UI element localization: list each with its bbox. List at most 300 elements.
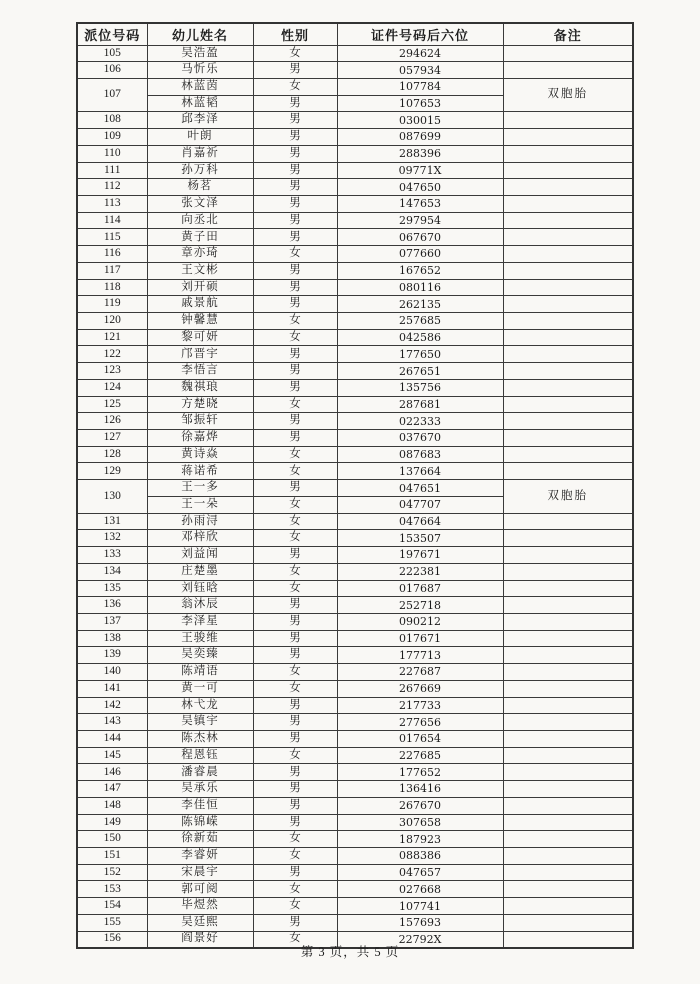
page-footer: 第 3 页，共 5 页: [300, 945, 400, 959]
cell-child-name: 王骏维: [147, 630, 253, 647]
cell-allocation-number: 119: [77, 296, 147, 313]
cell-child-name: 翁沐辰: [147, 597, 253, 614]
table-row: [77, 379, 633, 396]
cell-child-name: 钟馨慧: [147, 313, 253, 330]
cell-id-digits: 277656: [337, 714, 503, 731]
cell-gender: 女: [253, 246, 337, 263]
cell-allocation-number: 124: [77, 379, 147, 396]
cell-note: [503, 764, 633, 781]
cell-child-name: 黄诗焱: [147, 446, 253, 463]
cell-gender: 女: [253, 931, 337, 948]
cell-gender: 女: [253, 747, 337, 764]
cell-gender: 男: [253, 379, 337, 396]
cell-child-name: 戚景航: [147, 296, 253, 313]
cell-allocation-number: 117: [77, 262, 147, 279]
cell-child-name: 李睿妍: [147, 848, 253, 865]
cell-note: [503, 212, 633, 229]
cell-gender: 男: [253, 296, 337, 313]
cell-note: [503, 430, 633, 447]
table-row: [77, 630, 633, 647]
cell-allocation-number: 137: [77, 613, 147, 630]
table-row: [77, 831, 633, 848]
cell-note: [503, 229, 633, 246]
cell-child-name: 吴廷熙: [147, 914, 253, 931]
table-row: [77, 814, 633, 831]
cell-allocation-number: 111: [77, 162, 147, 179]
cell-allocation-number: 140: [77, 664, 147, 681]
cell-id-digits: 262135: [337, 296, 503, 313]
cell-allocation-number: 142: [77, 697, 147, 714]
cell-note: [503, 881, 633, 898]
cell-id-digits: 288396: [337, 145, 503, 162]
cell-gender: 女: [253, 446, 337, 463]
cell-allocation-number: 107: [77, 78, 147, 111]
cell-allocation-number: 152: [77, 864, 147, 881]
cell-id-digits: 217733: [337, 697, 503, 714]
cell-gender: 男: [253, 95, 337, 112]
cell-id-digits: 294624: [337, 45, 503, 62]
cell-child-name: 刘开硕: [147, 279, 253, 296]
cell-child-name: 郭可阅: [147, 881, 253, 898]
column-header-number: 派位号码: [77, 23, 147, 45]
cell-note: [503, 781, 633, 798]
cell-note: [503, 714, 633, 731]
cell-gender: 男: [253, 229, 337, 246]
table-header: [77, 23, 633, 45]
cell-child-name: 邓梓欣: [147, 530, 253, 547]
table-row: [77, 296, 633, 313]
cell-id-digits: 022333: [337, 413, 503, 430]
table-row: [77, 45, 633, 62]
cell-allocation-number: 149: [77, 814, 147, 831]
cell-id-digits: 017687: [337, 580, 503, 597]
cell-id-digits: 017654: [337, 730, 503, 747]
cell-allocation-number: 145: [77, 747, 147, 764]
cell-allocation-number: 129: [77, 463, 147, 480]
cell-id-digits: 147653: [337, 195, 503, 212]
cell-gender: 男: [253, 714, 337, 731]
cell-id-digits: 047650: [337, 179, 503, 196]
cell-note: [503, 580, 633, 597]
cell-id-digits: 09771X: [337, 162, 503, 179]
cell-id-digits: 107741: [337, 898, 503, 915]
cell-child-name: 徐新茹: [147, 831, 253, 848]
cell-note: [503, 563, 633, 580]
cell-gender: 女: [253, 463, 337, 480]
cell-id-digits: 167652: [337, 262, 503, 279]
table-row: [77, 797, 633, 814]
cell-allocation-number: 130: [77, 480, 147, 513]
cell-note: [503, 279, 633, 296]
cell-note: [503, 613, 633, 630]
cell-id-digits: 047664: [337, 513, 503, 530]
column-header-id: 证件号码后六位: [337, 23, 503, 45]
cell-child-name: 邱李泽: [147, 112, 253, 129]
cell-gender: 男: [253, 764, 337, 781]
table-row: [77, 346, 633, 363]
cell-gender: 男: [253, 613, 337, 630]
cell-allocation-number: 154: [77, 898, 147, 915]
cell-gender: 男: [253, 597, 337, 614]
cell-child-name: 邝晋宇: [147, 346, 253, 363]
table-row: [77, 446, 633, 463]
cell-id-digits: 157693: [337, 914, 503, 931]
cell-note: [503, 62, 633, 79]
cell-note: [503, 730, 633, 747]
cell-child-name: 毕煜然: [147, 898, 253, 915]
cell-gender: 女: [253, 45, 337, 62]
cell-child-name: 孙雨浔: [147, 513, 253, 530]
cell-note: 双胞胎: [503, 480, 633, 513]
cell-child-name: 刘钰晗: [147, 580, 253, 597]
cell-note: [503, 446, 633, 463]
cell-gender: 女: [253, 329, 337, 346]
cell-id-digits: 22792X: [337, 931, 503, 948]
cell-child-name: 马忻乐: [147, 62, 253, 79]
cell-id-digits: 027668: [337, 881, 503, 898]
cell-id-digits: 267670: [337, 797, 503, 814]
cell-allocation-number: 108: [77, 112, 147, 129]
cell-allocation-number: 146: [77, 764, 147, 781]
cell-gender: 男: [253, 864, 337, 881]
table-row: [77, 781, 633, 798]
table-row: [77, 145, 633, 162]
cell-id-digits: 077660: [337, 246, 503, 263]
table-row: [77, 697, 633, 714]
cell-child-name: 孙万科: [147, 162, 253, 179]
cell-gender: 男: [253, 195, 337, 212]
cell-allocation-number: 148: [77, 797, 147, 814]
cell-note: [503, 129, 633, 146]
cell-gender: 女: [253, 513, 337, 530]
cell-gender: 男: [253, 262, 337, 279]
cell-id-digits: 137664: [337, 463, 503, 480]
table-row: [77, 547, 633, 564]
cell-note: [503, 379, 633, 396]
cell-gender: 女: [253, 313, 337, 330]
cell-child-name: 陈杰林: [147, 730, 253, 747]
cell-gender: 男: [253, 279, 337, 296]
cell-gender: 男: [253, 647, 337, 664]
cell-child-name: 吴镇宇: [147, 714, 253, 731]
cell-id-digits: 088386: [337, 848, 503, 865]
cell-id-digits: 297954: [337, 212, 503, 229]
table-row: [77, 580, 633, 597]
cell-id-digits: 136416: [337, 781, 503, 798]
cell-child-name: 黄子田: [147, 229, 253, 246]
cell-id-digits: 267651: [337, 363, 503, 380]
cell-note: [503, 597, 633, 614]
cell-gender: 女: [253, 664, 337, 681]
cell-note: [503, 296, 633, 313]
table-body: [77, 45, 633, 948]
cell-child-name: 李泽星: [147, 613, 253, 630]
cell-child-name: 吴承乐: [147, 781, 253, 798]
cell-allocation-number: 155: [77, 914, 147, 931]
cell-child-name: 陈靖语: [147, 664, 253, 681]
cell-id-digits: 037670: [337, 430, 503, 447]
table-row: [77, 680, 633, 697]
table-row: [77, 597, 633, 614]
cell-note: [503, 630, 633, 647]
cell-gender: 女: [253, 881, 337, 898]
cell-note: [503, 864, 633, 881]
cell-id-digits: 047657: [337, 864, 503, 881]
table-row: [77, 513, 633, 530]
cell-note: [503, 195, 633, 212]
table-row: [77, 78, 633, 95]
cell-child-name: 林蓝茵: [147, 78, 253, 95]
cell-id-digits: 107784: [337, 78, 503, 95]
table-row: [77, 530, 633, 547]
table-row: [77, 129, 633, 146]
cell-allocation-number: 131: [77, 513, 147, 530]
cell-id-digits: 177713: [337, 647, 503, 664]
cell-id-digits: 107653: [337, 95, 503, 112]
cell-gender: 女: [253, 78, 337, 95]
cell-allocation-number: 113: [77, 195, 147, 212]
cell-id-digits: 153507: [337, 530, 503, 547]
cell-id-digits: 047651: [337, 480, 503, 497]
cell-note: [503, 647, 633, 664]
cell-gender: 男: [253, 630, 337, 647]
cell-allocation-number: 136: [77, 597, 147, 614]
cell-id-digits: 177652: [337, 764, 503, 781]
cell-allocation-number: 134: [77, 563, 147, 580]
cell-id-digits: 047707: [337, 496, 503, 513]
cell-allocation-number: 132: [77, 530, 147, 547]
cell-id-digits: 252718: [337, 597, 503, 614]
cell-allocation-number: 115: [77, 229, 147, 246]
cell-id-digits: 135756: [337, 379, 503, 396]
cell-child-name: 潘睿晨: [147, 764, 253, 781]
cell-note: [503, 179, 633, 196]
cell-child-name: 李佳恒: [147, 797, 253, 814]
column-header-gender: 性别: [253, 23, 337, 45]
table-row: [77, 195, 633, 212]
cell-gender: 男: [253, 914, 337, 931]
cell-note: [503, 697, 633, 714]
cell-note: [503, 262, 633, 279]
table-row: [77, 246, 633, 263]
table-row: [77, 396, 633, 413]
table-row: [77, 430, 633, 447]
cell-child-name: 方楚晓: [147, 396, 253, 413]
cell-gender: 女: [253, 530, 337, 547]
cell-gender: 男: [253, 797, 337, 814]
table-row: [77, 279, 633, 296]
cell-child-name: 邹振轩: [147, 413, 253, 430]
cell-gender: 女: [253, 580, 337, 597]
cell-child-name: 叶朗: [147, 129, 253, 146]
cell-gender: 男: [253, 814, 337, 831]
cell-id-digits: 257685: [337, 313, 503, 330]
table-row: [77, 647, 633, 664]
cell-note: [503, 45, 633, 62]
cell-note: 双胞胎: [503, 78, 633, 111]
cell-allocation-number: 116: [77, 246, 147, 263]
cell-allocation-number: 121: [77, 329, 147, 346]
table-row: [77, 363, 633, 380]
cell-allocation-number: 147: [77, 781, 147, 798]
cell-gender: 女: [253, 831, 337, 848]
cell-allocation-number: 105: [77, 45, 147, 62]
table-row: [77, 112, 633, 129]
table-row: [77, 413, 633, 430]
cell-allocation-number: 153: [77, 881, 147, 898]
cell-child-name: 蒋诺希: [147, 463, 253, 480]
cell-allocation-number: 112: [77, 179, 147, 196]
cell-note: [503, 814, 633, 831]
table-header-row: [77, 23, 633, 45]
cell-gender: 女: [253, 496, 337, 513]
cell-gender: 男: [253, 547, 337, 564]
cell-allocation-number: 106: [77, 62, 147, 79]
cell-note: [503, 848, 633, 865]
table-row: [77, 329, 633, 346]
column-header-note: 备注: [503, 23, 633, 45]
cell-id-digits: 067670: [337, 229, 503, 246]
cell-allocation-number: 110: [77, 145, 147, 162]
cell-gender: 男: [253, 480, 337, 497]
cell-allocation-number: 151: [77, 848, 147, 865]
cell-child-name: 徐嘉烨: [147, 430, 253, 447]
cell-child-name: 章亦琦: [147, 246, 253, 263]
table-row: [77, 664, 633, 681]
cell-child-name: 张文泽: [147, 195, 253, 212]
cell-gender: 男: [253, 212, 337, 229]
cell-note: [503, 145, 633, 162]
cell-allocation-number: 135: [77, 580, 147, 597]
cell-id-digits: 030015: [337, 112, 503, 129]
cell-note: [503, 363, 633, 380]
cell-note: [503, 747, 633, 764]
cell-child-name: 黄一可: [147, 680, 253, 697]
table-row: [77, 864, 633, 881]
cell-gender: 男: [253, 62, 337, 79]
cell-gender: 男: [253, 145, 337, 162]
cell-gender: 女: [253, 680, 337, 697]
cell-allocation-number: 126: [77, 413, 147, 430]
cell-gender: 男: [253, 697, 337, 714]
cell-note: [503, 396, 633, 413]
cell-allocation-number: 141: [77, 680, 147, 697]
cell-note: [503, 162, 633, 179]
cell-gender: 男: [253, 162, 337, 179]
cell-allocation-number: 127: [77, 430, 147, 447]
cell-note: [503, 530, 633, 547]
cell-id-digits: 287681: [337, 396, 503, 413]
cell-gender: 女: [253, 898, 337, 915]
cell-child-name: 林蓝韬: [147, 95, 253, 112]
cell-child-name: 王文彬: [147, 262, 253, 279]
cell-id-digits: 017671: [337, 630, 503, 647]
cell-note: [503, 797, 633, 814]
cell-child-name: 吴浩盈: [147, 45, 253, 62]
cell-allocation-number: 150: [77, 831, 147, 848]
cell-child-name: 陈锦嵘: [147, 814, 253, 831]
cell-allocation-number: 120: [77, 313, 147, 330]
cell-child-name: 黎可妍: [147, 329, 253, 346]
cell-gender: 男: [253, 430, 337, 447]
cell-id-digits: 042586: [337, 329, 503, 346]
table-row: [77, 848, 633, 865]
table-row: [77, 62, 633, 79]
cell-child-name: 吴奕臻: [147, 647, 253, 664]
cell-note: [503, 680, 633, 697]
table-row: [77, 480, 633, 497]
table-row: [77, 229, 633, 246]
cell-gender: 男: [253, 413, 337, 430]
table-row: [77, 898, 633, 915]
cell-child-name: 杨茗: [147, 179, 253, 196]
cell-allocation-number: 123: [77, 363, 147, 380]
table-row: [77, 730, 633, 747]
cell-note: [503, 513, 633, 530]
cell-id-digits: 187923: [337, 831, 503, 848]
table-row: [77, 714, 633, 731]
cell-id-digits: 227685: [337, 747, 503, 764]
admission-roster-table: [76, 22, 634, 949]
cell-note: [503, 346, 633, 363]
cell-gender: 男: [253, 346, 337, 363]
table-row: [77, 463, 633, 480]
cell-note: [503, 914, 633, 931]
cell-gender: 女: [253, 563, 337, 580]
cell-note: [503, 664, 633, 681]
cell-note: [503, 413, 633, 430]
cell-id-digits: 087699: [337, 129, 503, 146]
cell-allocation-number: 114: [77, 212, 147, 229]
cell-allocation-number: 143: [77, 714, 147, 731]
cell-gender: 男: [253, 112, 337, 129]
cell-id-digits: 057934: [337, 62, 503, 79]
column-header-name: 幼儿姓名: [147, 23, 253, 45]
cell-child-name: 王一多: [147, 480, 253, 497]
cell-gender: 男: [253, 363, 337, 380]
cell-child-name: 肖嘉祈: [147, 145, 253, 162]
cell-gender: 男: [253, 730, 337, 747]
table-row: [77, 313, 633, 330]
cell-id-digits: 222381: [337, 563, 503, 580]
cell-id-digits: 267669: [337, 680, 503, 697]
cell-note: [503, 313, 633, 330]
cell-allocation-number: 156: [77, 931, 147, 948]
cell-child-name: 程恩钰: [147, 747, 253, 764]
table-row: [77, 179, 633, 196]
cell-id-digits: 307658: [337, 814, 503, 831]
cell-note: [503, 329, 633, 346]
cell-gender: 女: [253, 848, 337, 865]
cell-child-name: 魏祺琅: [147, 379, 253, 396]
cell-allocation-number: 144: [77, 730, 147, 747]
cell-note: [503, 547, 633, 564]
cell-note: [503, 463, 633, 480]
cell-gender: 男: [253, 781, 337, 798]
cell-child-name: 庄楚墨: [147, 563, 253, 580]
table-row: [77, 747, 633, 764]
cell-allocation-number: 125: [77, 396, 147, 413]
cell-child-name: 刘益闻: [147, 547, 253, 564]
table-row: [77, 563, 633, 580]
cell-allocation-number: 128: [77, 446, 147, 463]
cell-child-name: 向丞北: [147, 212, 253, 229]
cell-id-digits: 197671: [337, 547, 503, 564]
table-row: [77, 162, 633, 179]
cell-allocation-number: 122: [77, 346, 147, 363]
table-row: [77, 212, 633, 229]
cell-note: [503, 246, 633, 263]
